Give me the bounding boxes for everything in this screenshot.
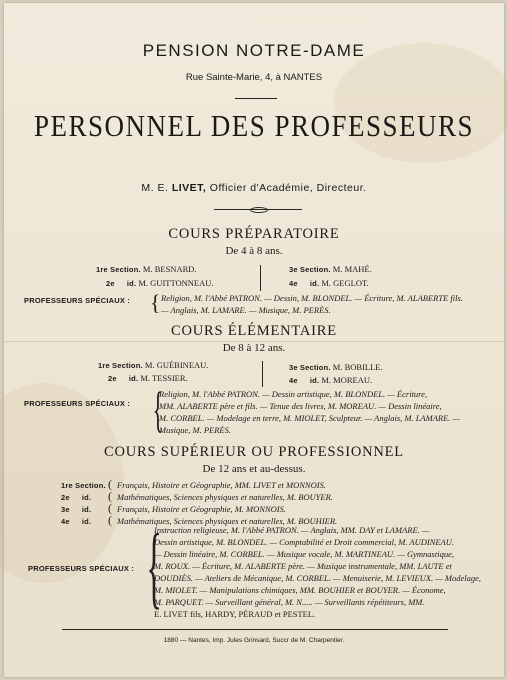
section-row: 3e Section. M. MAHÉ. [289, 264, 372, 274]
brace: { [146, 515, 162, 617]
director-title: Officier d'Académie, Directeur. [209, 182, 367, 194]
brace: ( [108, 489, 112, 503]
section-row: 3e id. [61, 505, 92, 514]
preparatoire-ages: De 4 à 8 ans. [225, 245, 283, 257]
director-line [4, 182, 504, 194]
brace: ( [108, 501, 112, 515]
section-row: 4e id. [61, 517, 92, 526]
course-line: Mathématiques, Sciences physiques et naturelles, M. BOUHIER. [117, 516, 338, 526]
brace: ( [108, 513, 112, 527]
special-line: Religion, M. l'Abbé PATRON. — Dessin, M. BLONDEL. — Écriture, M. ALABERTE fils. [161, 293, 463, 303]
special-line: — Anglais, M. LAMARE. — Musique, M. PERÈS. [161, 305, 331, 315]
preparatoire-heading: COURS PRÉPARATOIRE [168, 226, 340, 242]
section-row: 2e id. [61, 493, 92, 502]
special-line: M. MIOLET. — Manipulations chimiques, MM. BOUHIER et BOUYER. — Économe, [154, 585, 446, 595]
column-divider [260, 265, 261, 291]
section-row: 1re Section. M. GUÉBINEAU. [98, 360, 209, 370]
special-line: M. ROUX. — Écriture, M. ALABERTE père. — Musique instrumentale, MM. LAUTE et [154, 561, 452, 571]
brace: { [150, 290, 161, 315]
special-line: M. PARQUET. — Surveillant général, M. N..... — Surveillants répétiteurs, MM. [154, 597, 425, 607]
divider [235, 98, 277, 99]
special-line: Instruction religieuse, M. l'Abbé PATRON. — Anglais, MM. DAY et LAMARE. — [154, 525, 430, 535]
elementaire-ages: De 8 à 12 ans. [222, 342, 286, 354]
special-line: M. CORBEL. — Modelage en terre, M. MIOLET, Sculpteur. — Anglais, M. LAMARE. — [159, 413, 461, 423]
special-line: DOUDIÈS. — Ateliers de Mécanique, M. CORBEL. — Menuiserie, M. LEVIEUX. — Modelage, [154, 573, 482, 583]
section-row: 2e id. M. TESSIER. [108, 373, 188, 383]
special-label: PROFESSEURS SPÉCIAUX : [24, 399, 131, 408]
ornament-flourish [250, 207, 268, 213]
special-line: Dessin artistique, M. BLONDEL. — Comptabilité et Droit commercial, M. AUDINEAU. [154, 537, 455, 547]
section-row: 4e id. M. MOREAU. [289, 375, 373, 385]
superieur-heading: COURS SUPÉRIEUR OU PROFESSIONNEL [104, 444, 404, 460]
institution-name: PENSION NOTRE-DAME [142, 41, 366, 60]
section-row: 1re Section. M. BESNARD. [96, 264, 197, 274]
special-line: E. LIVET fils, HARDY, PÉRAUD et PESTEL. [154, 609, 316, 619]
special-label: PROFESSEURS SPÉCIAUX : [28, 564, 135, 573]
elementaire-heading: COURS ÉLÉMENTAIRE [171, 323, 337, 339]
printer-imprint: 1880 — Nantes, Imp. Jules Grinsard, Succr de M. Charpentier. [163, 637, 345, 644]
paper-stain [334, 43, 508, 163]
address: Rue Sainte-Marie, 4, à NANTES [185, 72, 323, 83]
brace: { [152, 381, 164, 437]
course-line: Français, Histoire et Géographie, MM. LIVET et MONNOIS. [117, 480, 326, 490]
special-line: Musique, M. PERÈS. [159, 425, 231, 435]
superieur-ages: De 12 ans et au-dessus. [202, 463, 306, 475]
document-page [4, 3, 504, 677]
section-row: 1re Section. [61, 481, 106, 490]
special-line: MM. ALABERTE père et fils. — Tenue des livres, M. MOREAU. — Dessin linéaire, [159, 401, 442, 411]
column-divider [262, 361, 263, 387]
footer-rule [62, 629, 448, 630]
director-name: LIVET, [171, 182, 207, 194]
special-line: — Dessin linéaire, M. CORBEL. — Musique vocale, M. MARTINEAU. — Gymnastique, [154, 549, 454, 559]
section-row: 2e id. M. GUITTONNEAU. [106, 278, 214, 288]
brace: ( [108, 477, 112, 491]
section-row: 4e id. M. GEGLOT. [289, 278, 369, 288]
special-label: PROFESSEURS SPÉCIAUX : [24, 296, 131, 305]
section-row: 3e Section. M. BOBILLE. [289, 362, 383, 372]
special-line: Religion, M. l'Abbé PATRON. — Dessin artistique, M. BLONDEL. — Écriture, [159, 389, 428, 399]
director-prefix: M. E. [141, 182, 169, 194]
course-line: Mathématiques, Sciences physiques et naturelles, M. BOUYER. [117, 492, 333, 502]
course-line: Français, Histoire et Géographie, M. MONNOIS. [117, 504, 286, 514]
page-title: PERSONNEL DES PROFESSEURS [33, 109, 475, 143]
